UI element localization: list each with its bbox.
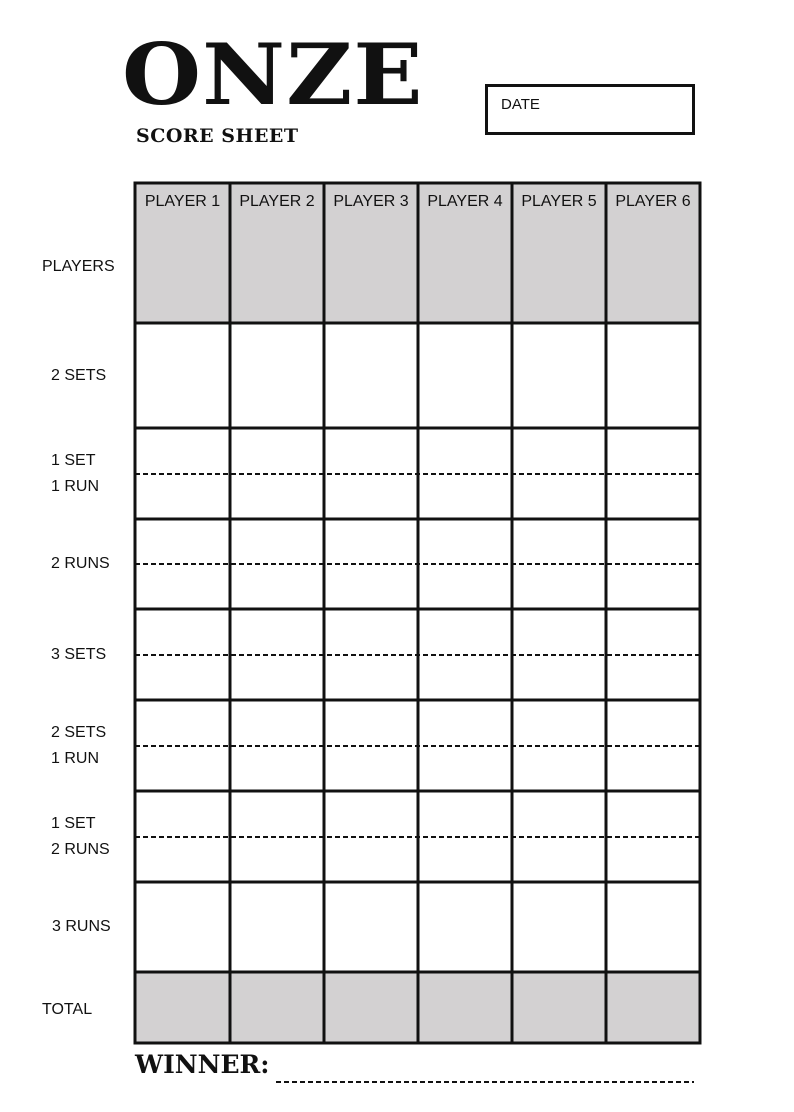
round-label xyxy=(51,642,143,668)
round-label xyxy=(51,720,143,772)
round-label-line: 1 RUN xyxy=(51,477,100,495)
player-header-5: PLAYER 5 xyxy=(521,193,597,210)
players-label: PLAYERS xyxy=(42,258,115,275)
player-header-1: PLAYER 1 xyxy=(144,193,221,210)
player-header-3: PLAYER 3 xyxy=(333,193,409,210)
round-label-line: 3 RUNS xyxy=(52,918,111,935)
subtitle: SCORE SHEET xyxy=(136,125,299,147)
round-label-line: 1 RUN xyxy=(51,749,100,767)
round-label xyxy=(51,363,143,389)
winner-line[interactable] xyxy=(135,1050,270,1079)
round-label-line: 2 RUNS xyxy=(51,555,110,572)
round-label xyxy=(52,914,144,940)
player-header-4: PLAYER 4 xyxy=(427,193,503,210)
player-header-6: PLAYER 6 xyxy=(615,193,691,210)
winner-label: WINNER: xyxy=(135,1050,270,1079)
round-label-line: 2 SETS xyxy=(51,366,107,384)
round-label xyxy=(51,811,143,863)
page-title: ONZE xyxy=(122,25,424,124)
round-label-line: 2 RUNS xyxy=(51,840,110,858)
player-header-2: PLAYER 2 xyxy=(239,193,315,210)
round-label-line: 1 SET xyxy=(51,451,96,469)
total-label: TOTAL xyxy=(42,1001,93,1018)
round-label-line: 2 SETS xyxy=(51,723,107,741)
round-label xyxy=(51,448,143,500)
round-label xyxy=(51,551,143,577)
date-label: DATE xyxy=(501,96,540,113)
round-label-line: 1 SET xyxy=(51,814,96,832)
round-label-line: 3 SETS xyxy=(51,645,107,663)
